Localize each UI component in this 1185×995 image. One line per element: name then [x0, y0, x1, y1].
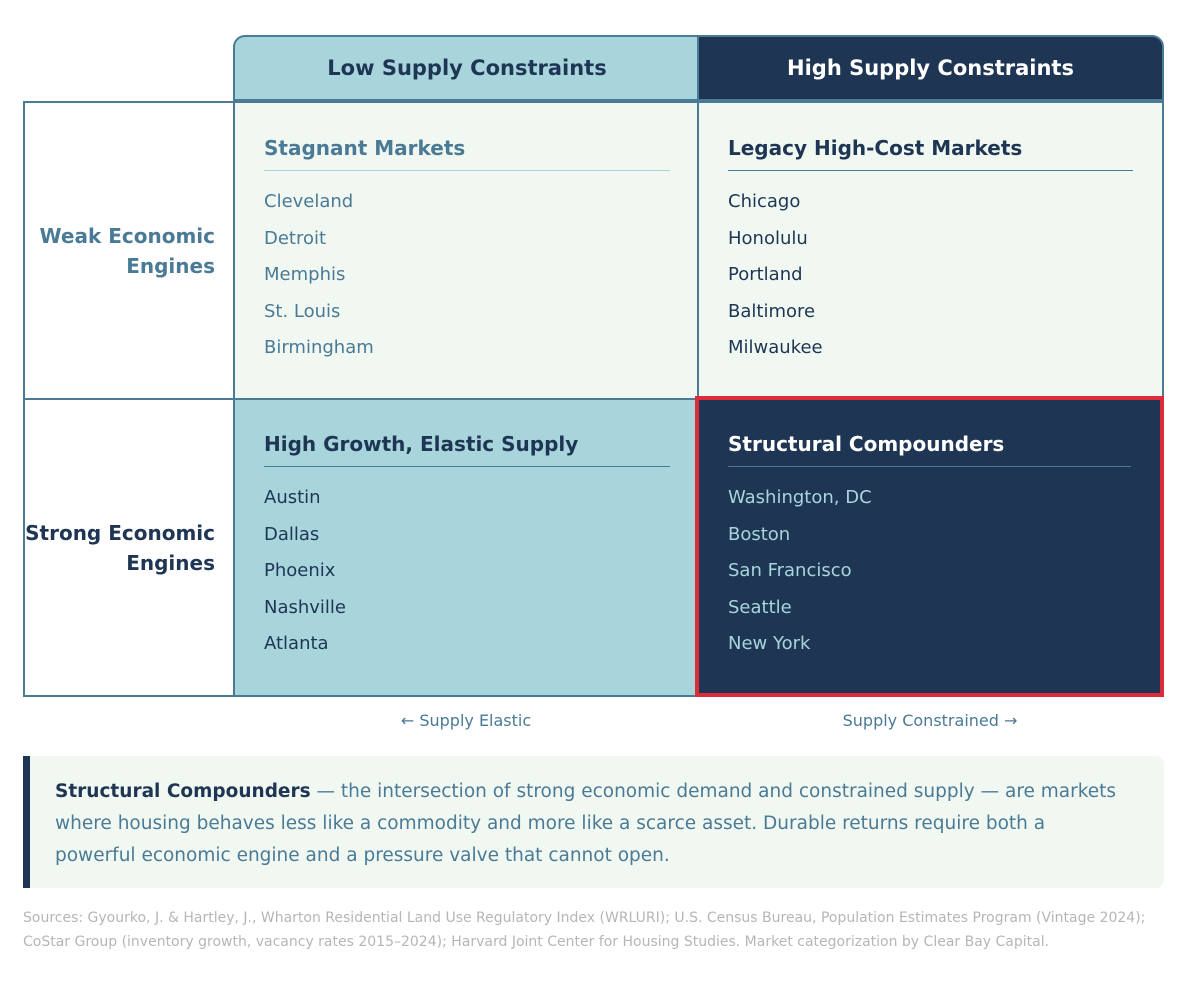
quadrant-stagnant-markets [233, 101, 699, 399]
quadrant-title: Structural Compounders [728, 432, 1131, 467]
axis-label-supply-elastic: ← Supply Elastic [400, 711, 532, 730]
callout-emphasis: Structural Compounders [55, 781, 311, 802]
city-item: New York [728, 633, 811, 655]
row-header-weak-line2: Engines [126, 254, 215, 278]
row-header-weak-line1: Weak Economic [39, 224, 215, 248]
city-item: Seattle [728, 596, 792, 618]
city-item: Atlanta [264, 633, 329, 655]
city-item: Birmingham [264, 337, 374, 359]
city-item: Dallas [264, 523, 320, 545]
city-item: Boston [728, 523, 791, 545]
row-header-strong-engines [23, 398, 235, 697]
city-item: St. Louis [264, 300, 341, 322]
column-header-high-supply: High Supply Constraints [697, 35, 1164, 101]
quadrant-title: Legacy High-Cost Markets [728, 136, 1133, 171]
row-header-strong-line1: Strong Economic [25, 520, 215, 545]
row-header-strong-line2: Engines [126, 550, 215, 575]
city-item: Nashville [264, 596, 347, 618]
city-item: Detroit [264, 227, 327, 249]
quadrant-title: Stagnant Markets [264, 136, 670, 171]
callout-box [23, 756, 1164, 888]
quadrant-high-growth-elastic [233, 398, 699, 697]
city-item: Austin [264, 487, 321, 508]
column-header-low-supply: Low Supply Constraints [233, 35, 699, 101]
city-item: San Francisco [728, 560, 852, 582]
city-item: Portland [728, 264, 803, 286]
quadrant-structural-compounders [695, 396, 1164, 697]
quadrant-legacy-high-cost [697, 101, 1164, 399]
city-item: Baltimore [728, 300, 816, 322]
city-item: Washington, DC [728, 487, 872, 508]
row-header-weak-engines [23, 101, 235, 399]
city-item: Phoenix [264, 560, 336, 582]
city-item: Milwaukee [728, 337, 823, 359]
market-matrix [23, 35, 1164, 697]
city-item: Memphis [264, 264, 346, 286]
quadrant-title: High Growth, Elastic Supply [264, 432, 670, 467]
axis-label-supply-constrained: Supply Constrained → [842, 711, 1018, 730]
city-item: Chicago [728, 191, 801, 212]
callout-text: — the intersection of strong economic demand and constrained supply — are markets where housing behaves less like a commodity and more like a scarce asset. Durable returns require both a powerful economic engine and a pressure valve that cannot open. [55, 781, 1117, 866]
city-item: Honolulu [728, 227, 808, 249]
city-item: Cleveland [264, 191, 354, 212]
sources-note: Sources: Gyourko, J. & Hartley, J., Wharton Residential Land Use Regulatory Index (WRLURI); U.S. Census Bureau, Population Estimates Program (Vintage 2024); CoStar Group (inventory growth, vacancy rates 2015–2024); Harvard Joint Center for Housing Studies. Market categorization by Clear Bay Capital. [23, 910, 1146, 950]
